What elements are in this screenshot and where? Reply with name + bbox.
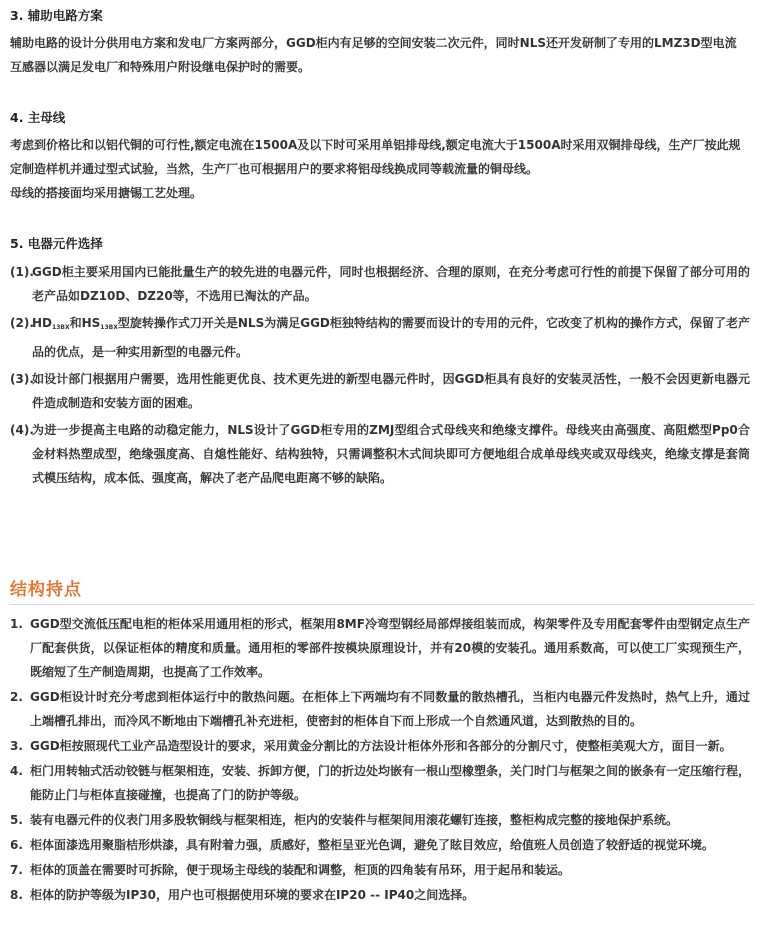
structure-section-title: 结构持点 [10,580,82,600]
section-4-body: 考虑到价格比和以铝代铜的可行性,额定电流在1500A及以下时可采用单铝排母线,额定电流大于1500A时采用双铜排母线，生产厂按此规定制造样机并通过型式试验，当然，生产厂也可根据用户的要求将铝母线换成同等载流量的铜母线。 [10,138,741,176]
list-item-number: 5. [10,813,23,827]
section-5-heading: 5. 电器元件选择 [10,236,103,251]
section-4-heading: 4. 主母线 [10,110,66,125]
list-item [10,858,750,882]
section-divider [10,604,754,605]
list-item [10,833,750,857]
hd-model: HD [32,316,53,330]
section-3-heading: 3. 辅助电路方案 [10,8,103,23]
list-item-number: (3). [10,372,34,386]
list-item-number: 2. [10,690,23,704]
list-item-number: (2). [10,316,34,330]
list-item [10,808,750,832]
structure-list [10,612,750,908]
list-item-number: 7. [10,863,23,877]
list-item-text: 柜体的顶盖在需要时可拆除，便于现场主母线的装配和调整，柜顶的四角装有吊环，用于起吊和装运。 [30,863,571,877]
section-4-note: 母线的搭接面均采用搪锡工艺处理。 [10,186,203,200]
section-5-list [10,260,750,493]
list-item-number: 8. [10,888,23,902]
list-item-text: 为进一步提高主电路的动稳定能力，NLS设计了GGD柜专用的ZMJ型组合式母线夹和绝缘支撑件。母线夹由高强度、高阻燃型Pp0合金材料热塑成型，绝缘强度高、自熄性能好、结构独特，只需调整积木式间块即可方便地组合成单母线夹或双母线夹，绝缘支撑是套筒式模压结构，成本低、强度高，解决了老产品爬电距离不够的缺陷。 [32,423,750,485]
list-item [10,418,750,490]
list-item-number: 3. [10,739,23,753]
list-item-text: GGD柜主要采用国内已能批量生产的较先进的电器元件，同时也根据经济、合理的原则，在充分考虑可行性的前提下保留了部分可用的老产品如DZ10D、DZ20等，不选用已淘汰的产品。 [32,265,750,303]
list-item-text: 装有电器元件的仪表门用多股软铜线与框架相连，柜内的安装件与框架间用滚花螺钉连接，整柜构成完整的接地保护系统。 [30,813,679,827]
list-item [10,260,750,308]
hd-model-subscript: 13BX [52,324,70,331]
list-item-number: 4. [10,764,23,778]
and-connector: 和 [69,316,82,330]
list-item-text: GGD柜设计时充分考虑到柜体运行中的散热问题。在柜体上下两端均有不同数量的散热槽孔，当柜内电器元件发热时，热气上升，通过上端槽孔排出，而冷风不断地由下端槽孔补充进柜，使密封的柜体自下而上形成一个自然通风道，达到散热的目的。 [30,690,750,728]
list-item-text: 柜门用转轴式活动铰链与框架相连，安装、拆卸方便，门的折边处均嵌有一根山型橡塑条，关门时门与框架之间的嵌条有一定压缩行程，能防止门与柜体直接碰撞，也提高了门的防护等级。 [30,764,751,802]
list-item-text: GGD柜按照现代工业产品造型设计的要求，采用黄金分割比的方法设计柜体外形和各部分的分割尺寸，使整柜美观大方，面目一新。 [30,739,732,753]
list-item [10,685,750,733]
list-item-text: GGD型交流低压配电柜的柜体采用通用柜的形式，框架用8MF冷弯型钢经局部焊接组装而成，构架零件及专用配套零件由型钢定点生产厂配套供货，以保证柜体的精度和质量。通用柜的零部件按模块原理设计，并有20模的安装孔。通用系数高，可以使工厂实现预生产，既缩短了生产制造周期，也提高了工作效率。 [30,617,750,679]
list-item-number: (1). [10,265,34,279]
list-item [10,883,750,907]
list-item [10,734,750,758]
hs-model-subscript: 13BX [100,324,118,331]
list-item-number: 6. [10,838,23,852]
list-item [10,367,750,415]
list-item [10,311,750,364]
list-item [10,612,750,684]
list-item-number: (4). [10,423,34,437]
list-item-text: 型旋转操作式刀开关是NLS为满足GGD柜独特结构的需要而设计的专用的元件，它改变了机构的操作方式，保留了老产品的优点，是一种实用新型的电器元件。 [32,316,750,359]
list-item-text: 如设计部门根据用户需要，选用性能更优良、技术更先进的新型电器元件时，因GGD柜具有良好的安装灵活性，一般不会因更新电器元件造成制造和安装方面的困难。 [32,372,750,410]
list-item [10,759,750,807]
hs-model: HS [81,316,101,330]
section-3-body: 辅助电路的设计分供用电方案和发电厂方案两部分，GGD柜内有足够的空间安装二次元件，同时NLS还开发研制了专用的LMZ3D型电流互感器以满足发电厂和特殊用户附设继电保护时的需要。 [10,36,737,74]
list-item-text: 柜体面漆选用聚脂桔形烘漆，具有附着力强，质感好，整柜呈亚光色调，避免了眩目效应，给值班人员创造了较舒适的视觉环境。 [30,838,715,852]
list-item-text: 柜体的防护等级为IP30，用户也可根据使用环境的要求在IP20 -- IP40之间选择。 [30,888,475,902]
list-item-number: 1. [10,617,23,631]
